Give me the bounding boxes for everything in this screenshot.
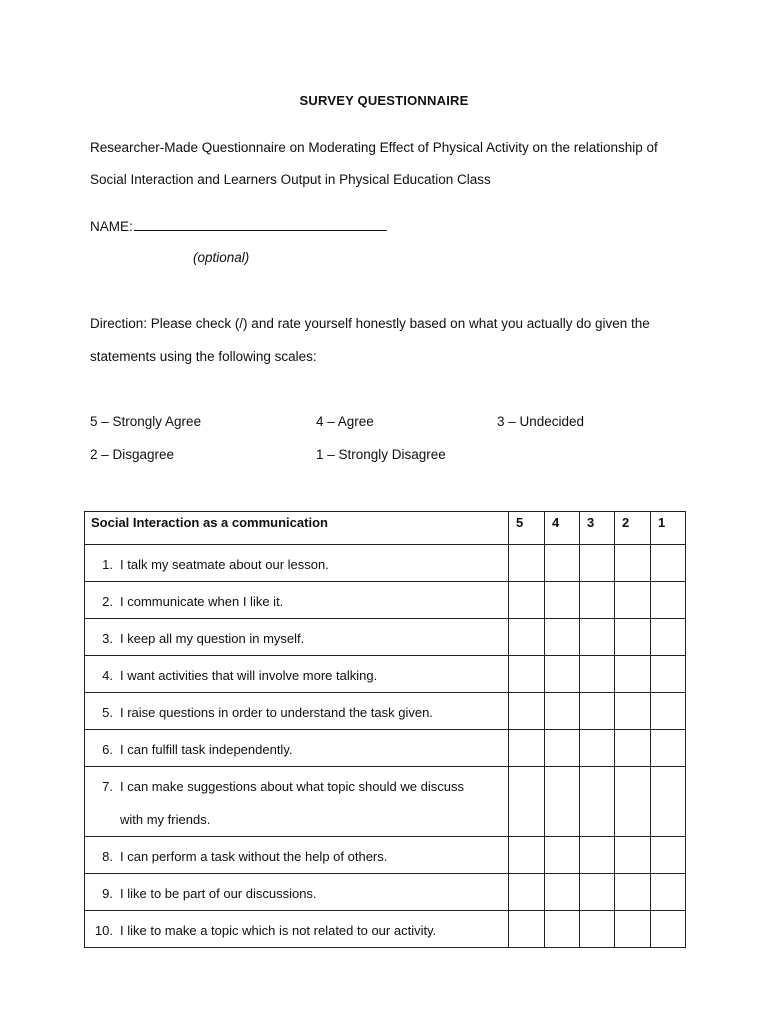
- column-header-2: 2: [615, 512, 651, 545]
- statement-number: 4.: [102, 668, 113, 683]
- table-row: [85, 582, 686, 619]
- rating-cell-5[interactable]: [509, 874, 545, 911]
- intro-line-2: Social Interaction and Learners Output in Physical Education Class: [90, 172, 491, 187]
- table-row: [85, 619, 686, 656]
- scale-4: 4 – Agree: [316, 414, 374, 429]
- statement-text: I raise questions in order to understand the task given.: [120, 705, 433, 720]
- table-row: [85, 693, 686, 730]
- statement-cell: [85, 874, 509, 911]
- statement-cell: [85, 545, 509, 582]
- rating-cell-1[interactable]: [651, 837, 686, 874]
- rating-cell-1[interactable]: [651, 730, 686, 767]
- document-title: SURVEY QUESTIONNAIRE: [299, 93, 469, 108]
- statement-text: I can make suggestions about what topic should we discuss: [120, 779, 464, 794]
- rating-cell-2[interactable]: [615, 545, 651, 582]
- rating-cell-3[interactable]: [580, 837, 615, 874]
- statement-cell: [85, 730, 509, 767]
- rating-cell-4[interactable]: [545, 837, 580, 874]
- statement-cell: [85, 837, 509, 874]
- scale-2: 2 – Disgagree: [90, 447, 175, 462]
- table-header-title: Social Interaction as a communication: [85, 512, 509, 545]
- rating-cell-5[interactable]: [509, 619, 545, 656]
- rating-cell-1[interactable]: [651, 911, 686, 948]
- rating-cell-3[interactable]: [580, 767, 615, 837]
- name-blank-line[interactable]: [134, 217, 387, 231]
- rating-cell-2[interactable]: [615, 911, 651, 948]
- statement-cell: [85, 656, 509, 693]
- statement-text: I communicate when I like it.: [120, 594, 284, 609]
- table-row: [85, 767, 686, 837]
- rating-cell-4[interactable]: [545, 582, 580, 619]
- column-header-5: 5: [509, 512, 545, 545]
- statement-cell: [85, 582, 509, 619]
- rating-cell-1[interactable]: [651, 582, 686, 619]
- rating-cell-1[interactable]: [651, 619, 686, 656]
- rating-cell-2[interactable]: [615, 582, 651, 619]
- rating-cell-4[interactable]: [545, 911, 580, 948]
- statement-text: I like to be part of our discussions.: [120, 886, 317, 901]
- optional-label: (optional): [193, 250, 250, 265]
- statement-number: 3.: [102, 631, 113, 646]
- rating-cell-5[interactable]: [509, 656, 545, 693]
- rating-cell-4[interactable]: [545, 656, 580, 693]
- table-header-row: [85, 512, 686, 545]
- rating-cell-5[interactable]: [509, 767, 545, 837]
- rating-cell-4[interactable]: [545, 619, 580, 656]
- rating-cell-3[interactable]: [580, 693, 615, 730]
- intro-line-1: Researcher-Made Questionnaire on Moderating Effect of Physical Activity on the relationship of: [90, 140, 658, 155]
- rating-cell-4[interactable]: [545, 874, 580, 911]
- statement-text: I keep all my question in myself.: [120, 631, 305, 646]
- rating-cell-1[interactable]: [651, 874, 686, 911]
- statement-text: I can perform a task without the help of others.: [120, 849, 388, 864]
- statement-cell: [85, 767, 509, 837]
- rating-cell-4[interactable]: [545, 730, 580, 767]
- rating-cell-2[interactable]: [615, 656, 651, 693]
- statement-cell: [85, 911, 509, 948]
- rating-cell-1[interactable]: [651, 767, 686, 837]
- rating-cell-5[interactable]: [509, 582, 545, 619]
- rating-cell-3[interactable]: [580, 582, 615, 619]
- rating-cell-2[interactable]: [615, 730, 651, 767]
- rating-cell-3[interactable]: [580, 911, 615, 948]
- rating-cell-5[interactable]: [509, 837, 545, 874]
- column-header-3: 3: [580, 512, 615, 545]
- statement-cell: [85, 693, 509, 730]
- rating-cell-3[interactable]: [580, 730, 615, 767]
- scale-5: 5 – Strongly Agree: [90, 414, 202, 429]
- table-row: [85, 911, 686, 948]
- statement-number: 10.: [94, 923, 113, 938]
- rating-cell-4[interactable]: [545, 693, 580, 730]
- table-row: [85, 874, 686, 911]
- rating-cell-1[interactable]: [651, 693, 686, 730]
- statement-number: 2.: [102, 594, 113, 609]
- rating-cell-2[interactable]: [615, 619, 651, 656]
- table-row: [85, 730, 686, 767]
- rating-cell-5[interactable]: [509, 911, 545, 948]
- rating-cell-2[interactable]: [615, 767, 651, 837]
- table-row: [85, 545, 686, 582]
- scale-1: 1 – Strongly Disagree: [316, 447, 446, 462]
- statement-number: 7.: [102, 779, 113, 794]
- statement-text: I want activities that will involve more talking.: [120, 668, 378, 683]
- direction-line-1: Direction: Please check (/) and rate yourself honestly based on what you actually do given the: [90, 316, 650, 331]
- table-row: [85, 656, 686, 693]
- statement-number: 9.: [102, 886, 113, 901]
- rating-cell-2[interactable]: [615, 874, 651, 911]
- statement-number: 1.: [102, 557, 113, 572]
- statement-cell: [85, 619, 509, 656]
- statement-text-continued: with my friends.: [120, 812, 211, 827]
- statement-number: 6.: [102, 742, 113, 757]
- statement-text: I talk my seatmate about our lesson.: [120, 557, 329, 572]
- column-header-4: 4: [545, 512, 580, 545]
- survey-table: [84, 511, 686, 948]
- rating-cell-3[interactable]: [580, 545, 615, 582]
- column-header-1: 1: [651, 512, 686, 545]
- table-row: [85, 837, 686, 874]
- rating-cell-4[interactable]: [545, 767, 580, 837]
- rating-cell-5[interactable]: [509, 730, 545, 767]
- name-label: NAME:: [90, 219, 133, 234]
- direction-line-2: statements using the following scales:: [90, 349, 317, 364]
- rating-cell-4[interactable]: [545, 545, 580, 582]
- statement-number: 5.: [102, 705, 113, 720]
- statement-text: I like to make a topic which is not related to our activity.: [120, 923, 437, 938]
- rating-cell-3[interactable]: [580, 656, 615, 693]
- statement-text: I can fulfill task independently.: [120, 742, 293, 757]
- statement-number: 8.: [102, 849, 113, 864]
- scale-3: 3 – Undecided: [497, 414, 585, 429]
- name-field-row: [90, 217, 387, 234]
- rating-cell-5[interactable]: [509, 693, 545, 730]
- rating-cell-2[interactable]: [615, 693, 651, 730]
- rating-cell-3[interactable]: [580, 619, 615, 656]
- rating-cell-2[interactable]: [615, 837, 651, 874]
- rating-cell-3[interactable]: [580, 874, 615, 911]
- rating-cell-1[interactable]: [651, 656, 686, 693]
- rating-cell-5[interactable]: [509, 545, 545, 582]
- rating-cell-1[interactable]: [651, 545, 686, 582]
